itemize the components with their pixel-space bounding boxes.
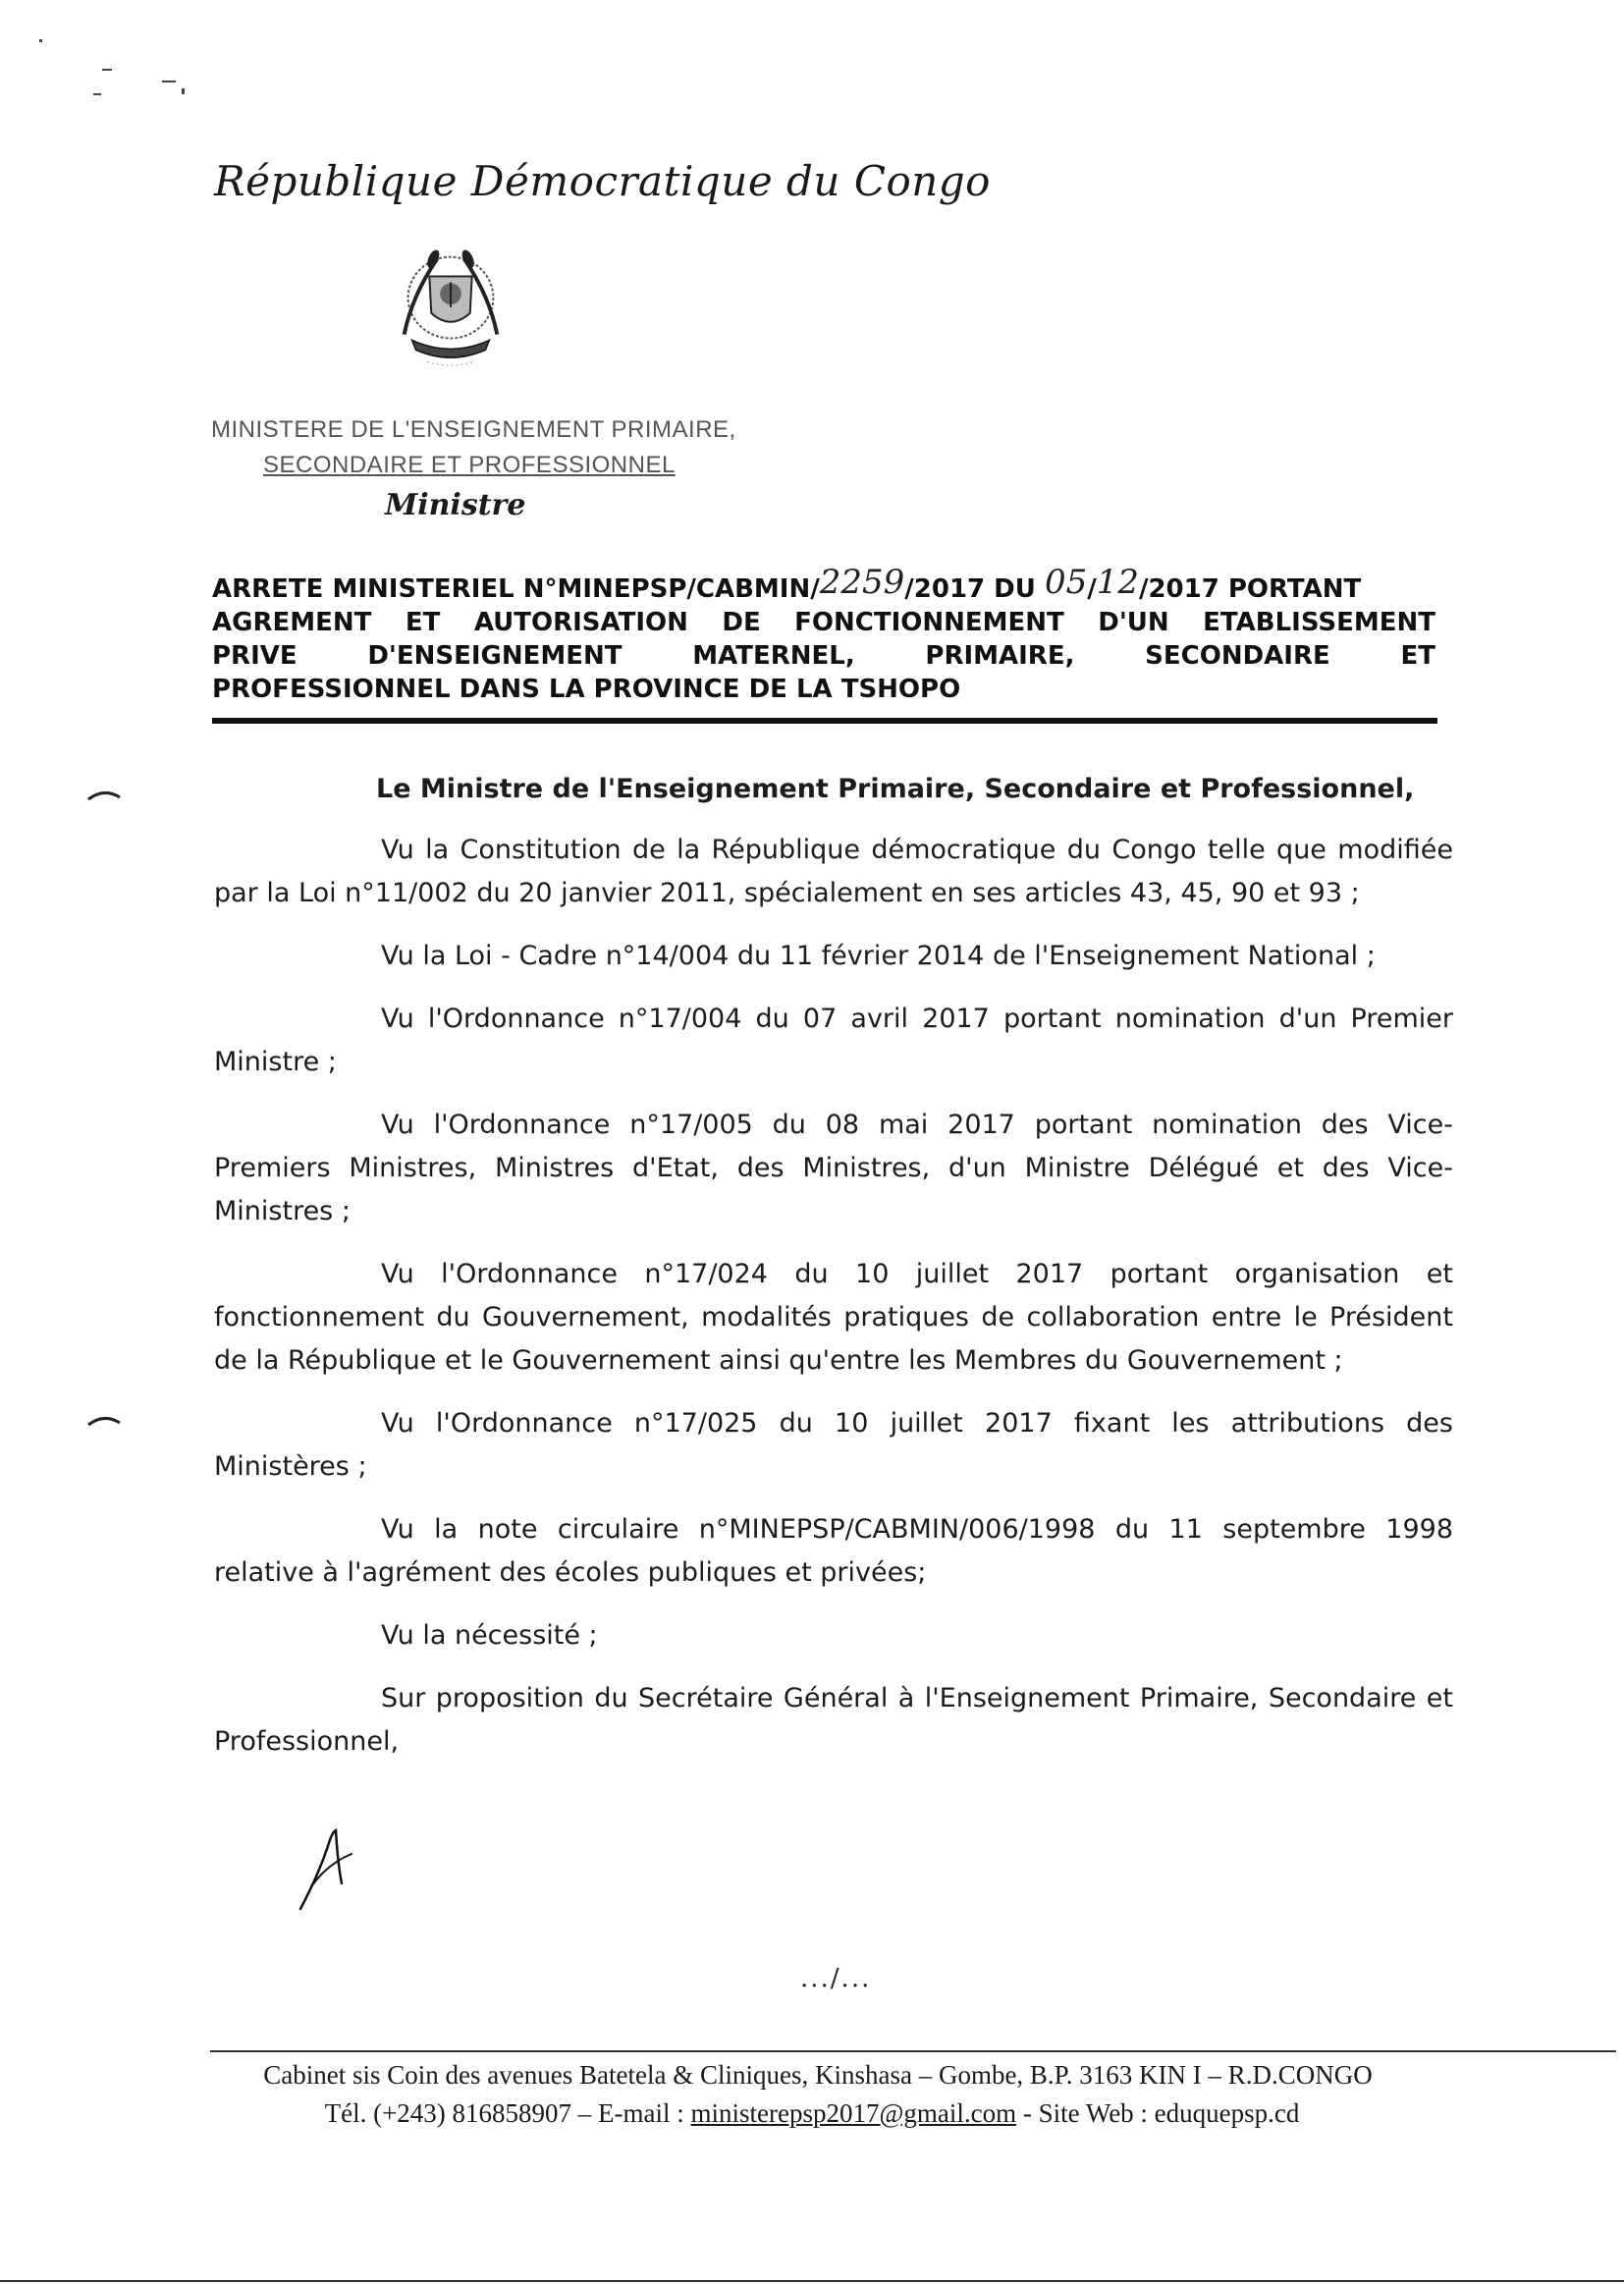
decree-body <box>214 768 1453 1783</box>
footer-website: - Site Web : eduquepsp.cd <box>1016 2098 1300 2128</box>
title-divider <box>212 718 1437 724</box>
body-heading: Le Ministre de l'Enseignement Primaire, Secondaire et Professionnel, <box>376 774 1415 804</box>
ministry-line-1: MINISTERE DE L'ENSEIGNEMENT PRIMAIRE, <box>211 416 736 443</box>
continuation-mark: .../... <box>800 1964 872 1993</box>
decree-month-handwritten: 12 <box>1096 563 1139 602</box>
footer <box>0 2056 1624 2133</box>
footer-divider <box>210 2050 1616 2052</box>
signatory-title: Ministre <box>385 488 526 522</box>
title-prefix: ARRETE MINISTERIEL N°MINEPSP/CABMIN/2259/2017 DU 05/12/2017 PORTANT <box>212 563 1362 604</box>
considerant-proposition: Sur proposition du Secrétaire Général à l'Enseignement Primaire, Secondaire et Professionnel, <box>214 1683 1453 1757</box>
page-bottom-rule <box>0 2280 1624 2282</box>
ministry-name <box>211 412 736 483</box>
scan-speck <box>39 39 42 42</box>
footer-phone: Tél. (+243) 816858907 – E-mail : <box>324 2098 691 2128</box>
decree-number-handwritten: 2259 <box>819 563 905 602</box>
scan-speck <box>162 81 176 82</box>
considerant-ordonnance-17-004: Vu l'Ordonnance n°17/004 du 07 avril 2017 portant nomination d'un Premier Ministre ; <box>214 1004 1453 1077</box>
ministry-line-2: SECONDAIRE ET PROFESSIONNEL <box>263 452 676 478</box>
considerant-note-circulaire: Vu la note circulaire n°MINEPSP/CABMIN/006/1998 du 11 septembre 1998 relative à l'agrément des écoles publiques et privées; <box>214 1514 1453 1588</box>
scan-speck <box>182 88 185 94</box>
margin-mark <box>84 1411 124 1431</box>
considerant-constitution: Vu la Constitution de la République démocratique du Congo telle que modifiée par la Loi n°11/002 du 20 janvier 2011, spécialement en ses articles 43, 45, 90 et 93 ; <box>214 835 1453 908</box>
decree-day-handwritten: 05 <box>1044 563 1088 602</box>
considerant-ordonnance-17-024: Vu l'Ordonnance n°17/024 du 10 juillet 2017 portant organisation et fonctionnement du Gouvernement, modalités pratiques de collaboration entre le Président de la République et le Gouvernement ainsi qu'entre les Membres du Gouvernement ; <box>214 1259 1453 1376</box>
republic-name: République Démocratique du Congo <box>214 157 991 205</box>
footer-email-link[interactable]: ministerepsp2017@gmail.com <box>690 2098 1017 2128</box>
coat-of-arms-icon <box>383 236 518 375</box>
considerant-loi-cadre: Vu la Loi - Cadre n°14/004 du 11 février 2014 de l'Enseignement National ; <box>381 941 1376 971</box>
footer-address: Cabinet sis Coin des avenues Batetela & Cliniques, Kinshasa – Gombe, B.P. 3163 KIN I – R.D.CONGO <box>263 2060 1373 2090</box>
title-line-2: AGREMENT ET AUTORISATION DE FONCTIONNEMENT D'UN ETABLISSEMENT <box>212 608 1435 637</box>
considerant-ordonnance-17-005: Vu l'Ordonnance n°17/005 du 08 mai 2017 portant nomination des Vice-Premiers Ministres, Ministres d'Etat, des Ministres, d'un Ministre Délégué et des Vice-Ministres ; <box>214 1110 1453 1226</box>
margin-mark <box>84 786 124 805</box>
scan-speck <box>102 69 112 71</box>
considerant-necessite: Vu la nécessité ; <box>381 1620 598 1651</box>
title-line-4: PROFESSIONNEL DANS LA PROVINCE DE LA TSHOPO <box>212 675 961 704</box>
title-line-3: PRIVE D'ENSEIGNEMENT MATERNEL, PRIMAIRE, SECONDAIRE ET <box>212 641 1435 671</box>
decree-title <box>212 563 1435 706</box>
considerant-ordonnance-17-025: Vu l'Ordonnance n°17/025 du 10 juillet 2017 fixant les attributions des Ministères ; <box>214 1408 1453 1482</box>
title-line-1 <box>212 563 1435 606</box>
scan-speck <box>93 93 101 95</box>
footer-contact <box>0 2094 1624 2133</box>
initial-signature-icon <box>293 1824 371 1913</box>
